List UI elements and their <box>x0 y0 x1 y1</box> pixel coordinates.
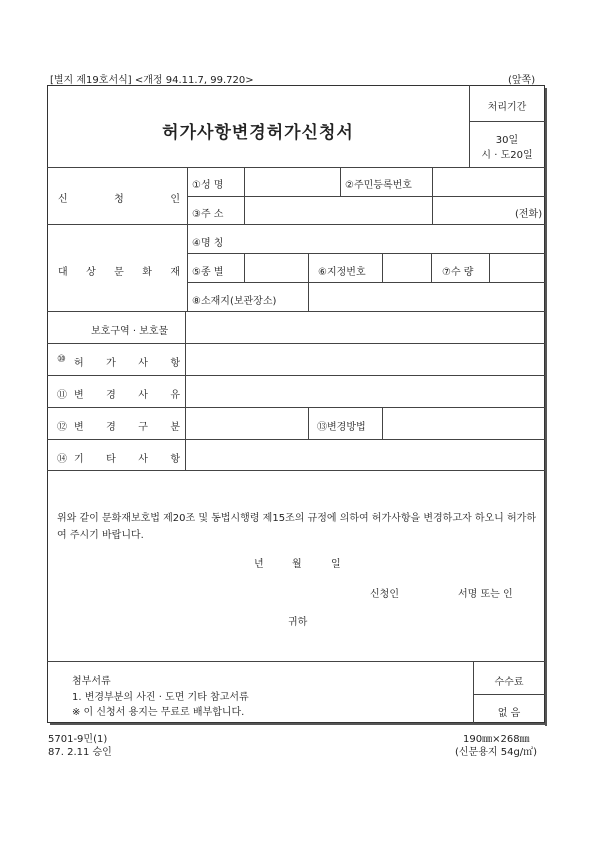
change-reason-label: 변 경 사 유 <box>74 390 180 401</box>
rule <box>382 253 383 282</box>
resident-number-field[interactable] <box>434 170 544 194</box>
rule <box>432 167 433 224</box>
change-method-field[interactable] <box>384 410 543 437</box>
permit-items-number: ⑩ <box>57 354 66 365</box>
quantity-label: ⑦수 량 <box>442 267 474 278</box>
rule <box>47 375 545 376</box>
rule <box>187 253 545 254</box>
rule <box>244 167 245 224</box>
date-month-label: 월 <box>292 559 302 570</box>
permit-items-label: 허 가 사 항 <box>74 358 180 369</box>
location-field[interactable] <box>310 285 543 309</box>
attachments-title: 첨부서류 <box>72 676 111 687</box>
rule <box>187 167 188 311</box>
applicant-section-label: 신 청 인 <box>58 194 180 205</box>
declaration-text: 위와 같이 문화재보호법 제20조 및 동법시행령 제15조의 규정에 의하여 허가사항을 변경하고자 하오니 허가하여 주시기 바랍니다. <box>57 513 536 541</box>
rule <box>244 253 245 282</box>
rule <box>47 311 545 312</box>
location-label: ⑧소재지(보관장소) <box>192 296 277 307</box>
form-shadow-bottom <box>50 723 547 725</box>
rule <box>47 407 545 408</box>
rule <box>187 196 545 197</box>
designation-number-field[interactable] <box>384 256 429 280</box>
address-label: ③주 소 <box>192 209 224 220</box>
rule <box>47 439 545 440</box>
form-code: 5701-9민(1) <box>48 734 108 745</box>
protection-area-label: 보호구역 · 보호물 <box>91 326 169 337</box>
phone-label: (전화) <box>515 209 543 220</box>
rule <box>187 282 545 283</box>
page-side-label: (앞쪽) <box>508 75 536 86</box>
applicant-signature-label: 신청인 <box>370 589 399 600</box>
change-reason-field[interactable] <box>187 378 543 405</box>
processing-period-provincial: 시 · 도20일 <box>481 150 533 161</box>
rule <box>489 253 490 282</box>
address-field[interactable] <box>246 199 430 223</box>
rule <box>47 224 545 225</box>
designation-field[interactable] <box>246 227 543 251</box>
paper-size: 190㎜×268㎜ <box>463 734 530 745</box>
rule <box>47 167 545 168</box>
rule <box>308 407 309 439</box>
other-items-number: ⑭ <box>57 454 67 465</box>
rule <box>473 694 545 695</box>
quantity-field[interactable] <box>491 256 543 280</box>
processing-divider <box>469 121 545 122</box>
date-year-label: 년 <box>254 559 264 570</box>
change-reason-number: ⑪ <box>57 390 67 401</box>
rule <box>185 311 186 470</box>
change-type-number: ⑫ <box>57 422 67 433</box>
permit-items-field[interactable] <box>187 346 543 373</box>
free-form-note: ※ 이 신청서 용지는 무료로 배부합니다. <box>72 707 245 718</box>
processing-period-value: 30일 <box>495 135 519 146</box>
designation-number-label: ⑥지정번호 <box>318 267 366 278</box>
other-items-label: 기 타 사 항 <box>74 454 180 465</box>
name-field[interactable] <box>246 170 338 194</box>
form-reference: [별지 제19호서식] <개정 94.11.7, 99.720> <box>50 75 254 86</box>
processing-period-label: 처리기간 <box>487 102 527 113</box>
other-items-field[interactable] <box>187 442 543 468</box>
rule <box>47 661 545 662</box>
name-label: ①성 명 <box>192 180 224 191</box>
attachment-item-1: 1. 변경부분의 사진 · 도면 기타 참고서류 <box>72 692 249 703</box>
date-day-label: 일 <box>331 559 341 570</box>
rule <box>308 253 309 311</box>
resident-number-label: ②주민등록번호 <box>345 180 412 191</box>
form-shadow-right <box>545 88 547 726</box>
rule <box>47 343 545 344</box>
rule <box>431 253 432 282</box>
type-label: ⑤종 별 <box>192 267 224 278</box>
paper-type: (신문용지 54g/㎡) <box>455 747 538 758</box>
approval-date: 87. 2.11 승인 <box>48 747 112 758</box>
rule <box>340 167 341 196</box>
fee-label: 수수료 <box>494 677 524 688</box>
rule <box>47 470 545 471</box>
rule <box>382 407 383 439</box>
heritage-section-label: 대 상 문 화 재 <box>58 267 180 278</box>
designation-label: ④명 칭 <box>192 238 224 249</box>
type-field[interactable] <box>246 256 306 280</box>
fee-value: 없 음 <box>497 708 521 719</box>
change-type-field[interactable] <box>187 410 306 437</box>
addressee-label: 귀하 <box>288 617 308 628</box>
change-type-label: 변 경 구 분 <box>74 422 180 433</box>
form-title: 허가사항변경허가신청서 <box>162 123 354 143</box>
protection-area-field[interactable] <box>187 314 543 341</box>
change-method-label: ⑬변경방법 <box>317 422 366 433</box>
signature-or-seal-label: 서명 또는 인 <box>458 589 513 600</box>
